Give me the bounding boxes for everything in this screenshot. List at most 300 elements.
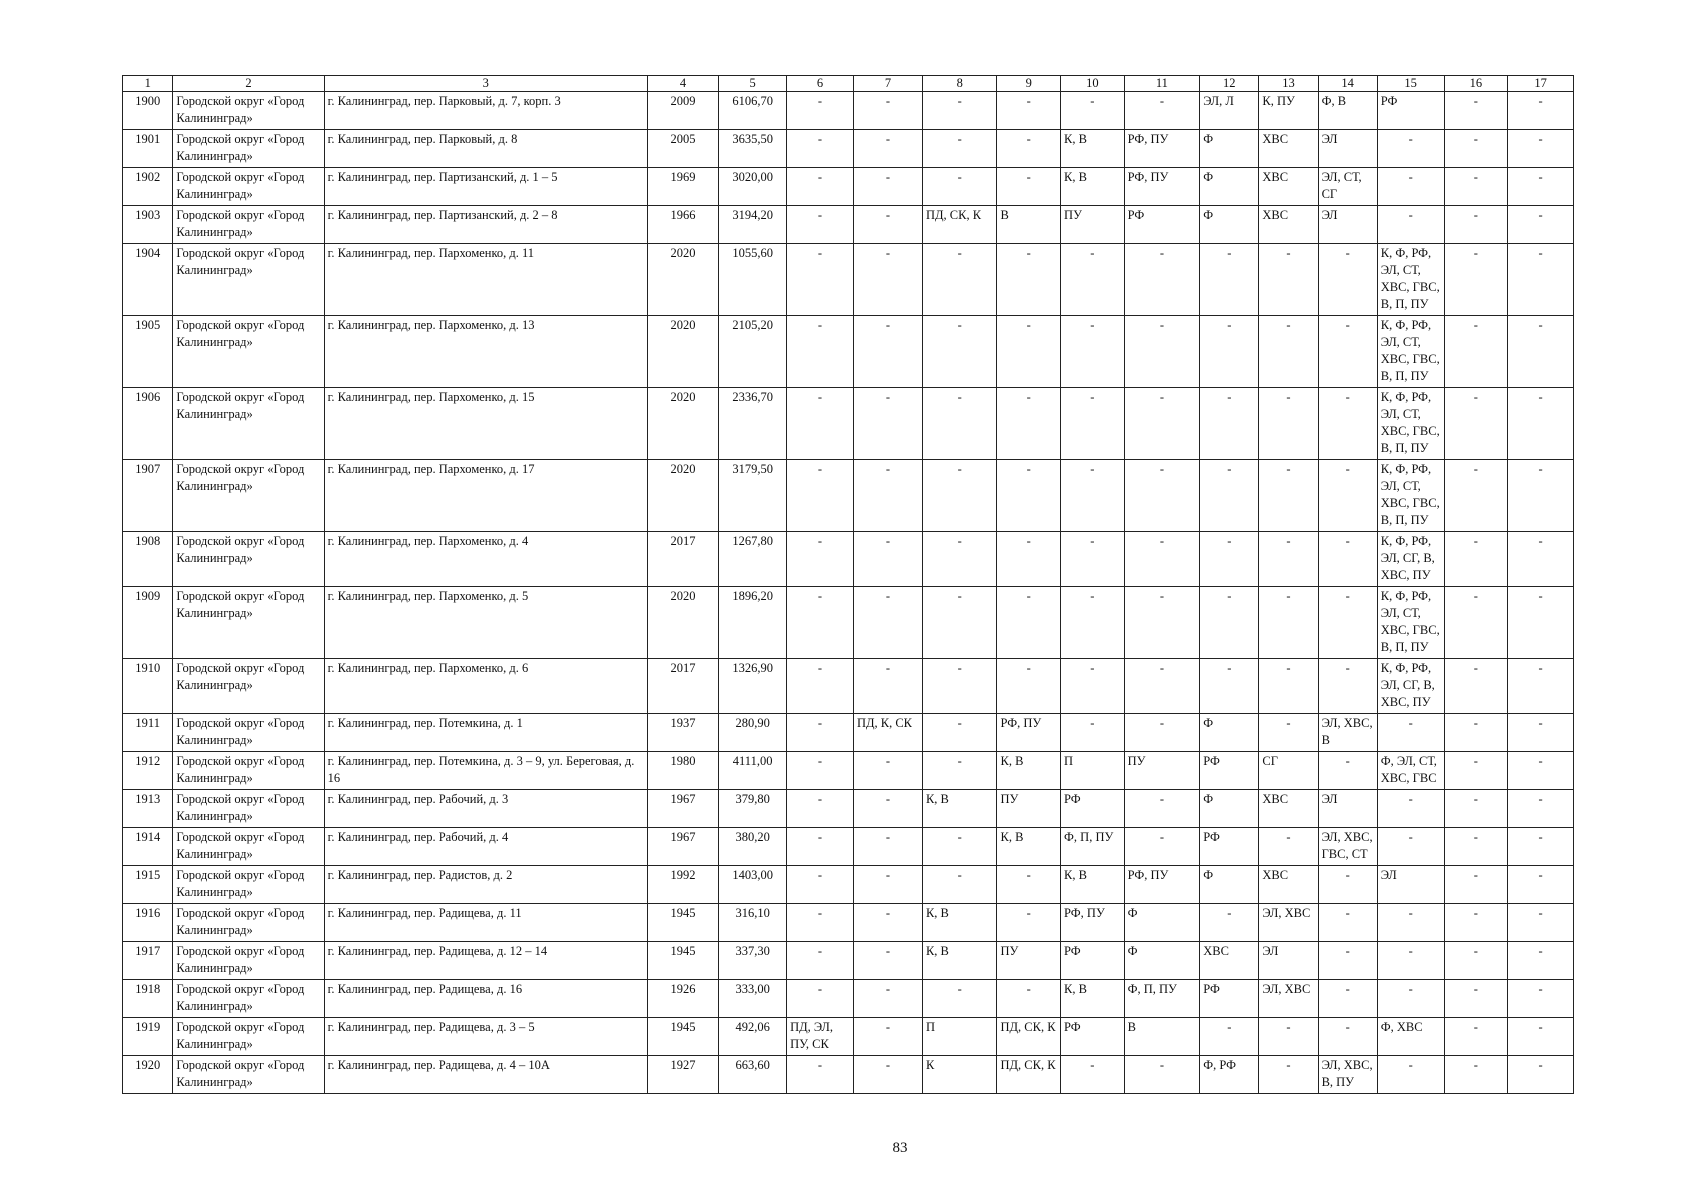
- cell-col-17: -: [1508, 587, 1574, 659]
- column-header-17: 17: [1508, 76, 1574, 92]
- cell-col-4: 2017: [647, 532, 718, 587]
- cell-col-10: -: [1061, 388, 1125, 460]
- cell-col-14: -: [1318, 980, 1377, 1018]
- cell-col-4: 2020: [647, 587, 718, 659]
- column-header-5: 5: [719, 76, 787, 92]
- cell-col-15: -: [1377, 790, 1444, 828]
- cell-col-1: 1909: [123, 587, 173, 659]
- cell-col-9: ПУ: [997, 790, 1061, 828]
- table-row: [123, 587, 1574, 659]
- cell-col-7: ПД, К, СК: [853, 714, 922, 752]
- cell-col-8: -: [922, 130, 997, 168]
- cell-col-7: -: [853, 244, 922, 316]
- cell-col-2: Городской округ «Город Калининград»: [173, 130, 324, 168]
- cell-col-15: -: [1377, 904, 1444, 942]
- table-header: [123, 76, 1574, 92]
- cell-col-9: В: [997, 206, 1061, 244]
- cell-col-2: Городской округ «Город Калининград»: [173, 532, 324, 587]
- cell-col-5: 492,06: [719, 1018, 787, 1056]
- cell-col-17: -: [1508, 714, 1574, 752]
- cell-col-1: 1919: [123, 1018, 173, 1056]
- cell-col-4: 1980: [647, 752, 718, 790]
- cell-col-2: Городской округ «Город Калининград»: [173, 244, 324, 316]
- cell-col-11: Ф: [1124, 904, 1200, 942]
- cell-col-10: К, В: [1061, 130, 1125, 168]
- cell-col-6: -: [787, 866, 854, 904]
- cell-col-14: -: [1318, 587, 1377, 659]
- cell-col-17: -: [1508, 1018, 1574, 1056]
- cell-col-17: -: [1508, 790, 1574, 828]
- cell-col-8: П: [922, 1018, 997, 1056]
- column-header-10: 10: [1061, 76, 1125, 92]
- cell-col-11: -: [1124, 92, 1200, 130]
- cell-col-8: -: [922, 587, 997, 659]
- cell-col-15: Ф, ХВС: [1377, 1018, 1444, 1056]
- cell-col-10: К, В: [1061, 866, 1125, 904]
- cell-col-13: ЭЛ, ХВС: [1259, 980, 1318, 1018]
- column-header-3: 3: [324, 76, 647, 92]
- cell-col-1: 1915: [123, 866, 173, 904]
- cell-col-1: 1911: [123, 714, 173, 752]
- cell-col-4: 1945: [647, 904, 718, 942]
- cell-col-12: РФ: [1200, 828, 1259, 866]
- cell-col-17: -: [1508, 942, 1574, 980]
- cell-col-15: К, Ф, РФ, ЭЛ, СТ, ХВС, ГВС, В, П, ПУ: [1377, 244, 1444, 316]
- cell-col-8: -: [922, 714, 997, 752]
- cell-col-17: -: [1508, 659, 1574, 714]
- cell-col-9: К, В: [997, 752, 1061, 790]
- cell-col-16: -: [1444, 659, 1508, 714]
- cell-col-12: РФ: [1200, 752, 1259, 790]
- cell-col-3: г. Калининград, пер. Радистов, д. 2: [324, 866, 647, 904]
- cell-col-3: г. Калининград, пер. Парковый, д. 8: [324, 130, 647, 168]
- table-row: [123, 714, 1574, 752]
- cell-col-2: Городской округ «Город Калининград»: [173, 980, 324, 1018]
- cell-col-4: 2020: [647, 244, 718, 316]
- cell-col-13: -: [1259, 244, 1318, 316]
- column-header-7: 7: [853, 76, 922, 92]
- cell-col-10: Ф, П, ПУ: [1061, 828, 1125, 866]
- page-number: 83: [892, 1140, 908, 1156]
- cell-col-13: -: [1259, 828, 1318, 866]
- cell-col-5: 1267,80: [719, 532, 787, 587]
- cell-col-2: Городской округ «Город Калининград»: [173, 168, 324, 206]
- table-row: [123, 130, 1574, 168]
- cell-col-6: -: [787, 388, 854, 460]
- cell-col-15: РФ: [1377, 92, 1444, 130]
- cell-col-17: -: [1508, 130, 1574, 168]
- column-header-6: 6: [787, 76, 854, 92]
- cell-col-11: -: [1124, 587, 1200, 659]
- cell-col-4: 2017: [647, 659, 718, 714]
- cell-col-6: -: [787, 904, 854, 942]
- cell-col-15: -: [1377, 714, 1444, 752]
- cell-col-5: 2105,20: [719, 316, 787, 388]
- cell-col-5: 3020,00: [719, 168, 787, 206]
- cell-col-7: -: [853, 587, 922, 659]
- cell-col-10: -: [1061, 244, 1125, 316]
- cell-col-11: -: [1124, 659, 1200, 714]
- cell-col-1: 1914: [123, 828, 173, 866]
- cell-col-17: -: [1508, 92, 1574, 130]
- cell-col-7: -: [853, 942, 922, 980]
- cell-col-3: г. Калининград, пер. Пархоменко, д. 15: [324, 388, 647, 460]
- cell-col-8: -: [922, 980, 997, 1018]
- table-row: [123, 942, 1574, 980]
- cell-col-14: -: [1318, 460, 1377, 532]
- cell-col-9: -: [997, 587, 1061, 659]
- cell-col-15: -: [1377, 828, 1444, 866]
- cell-col-8: К: [922, 1056, 997, 1094]
- cell-col-9: -: [997, 532, 1061, 587]
- cell-col-11: РФ: [1124, 206, 1200, 244]
- cell-col-3: г. Калининград, пер. Партизанский, д. 2 – 8: [324, 206, 647, 244]
- cell-col-15: -: [1377, 1056, 1444, 1094]
- cell-col-10: -: [1061, 587, 1125, 659]
- cell-col-5: 3194,20: [719, 206, 787, 244]
- cell-col-13: СГ: [1259, 752, 1318, 790]
- cell-col-8: К, В: [922, 942, 997, 980]
- cell-col-11: Ф: [1124, 942, 1200, 980]
- cell-col-9: РФ, ПУ: [997, 714, 1061, 752]
- cell-col-1: 1920: [123, 1056, 173, 1094]
- cell-col-4: 2009: [647, 92, 718, 130]
- cell-col-2: Городской округ «Город Калининград»: [173, 460, 324, 532]
- cell-col-3: г. Калининград, пер. Пархоменко, д. 5: [324, 587, 647, 659]
- cell-col-15: -: [1377, 980, 1444, 1018]
- cell-col-5: 337,30: [719, 942, 787, 980]
- cell-col-4: 1945: [647, 942, 718, 980]
- cell-col-1: 1910: [123, 659, 173, 714]
- column-header-9: 9: [997, 76, 1061, 92]
- cell-col-6: -: [787, 587, 854, 659]
- cell-col-12: -: [1200, 587, 1259, 659]
- cell-col-2: Городской округ «Город Калининград»: [173, 587, 324, 659]
- cell-col-8: -: [922, 828, 997, 866]
- column-header-8: 8: [922, 76, 997, 92]
- cell-col-1: 1916: [123, 904, 173, 942]
- cell-col-9: -: [997, 316, 1061, 388]
- cell-col-7: -: [853, 659, 922, 714]
- cell-col-5: 6106,70: [719, 92, 787, 130]
- cell-col-2: Городской округ «Город Калининград»: [173, 790, 324, 828]
- cell-col-17: -: [1508, 980, 1574, 1018]
- cell-col-3: г. Калининград, пер. Рабочий, д. 3: [324, 790, 647, 828]
- cell-col-12: -: [1200, 532, 1259, 587]
- cell-col-5: 379,80: [719, 790, 787, 828]
- cell-col-17: -: [1508, 168, 1574, 206]
- cell-col-7: -: [853, 206, 922, 244]
- column-header-1: 1: [123, 76, 173, 92]
- cell-col-4: 2020: [647, 388, 718, 460]
- cell-col-2: Городской округ «Город Калининград»: [173, 92, 324, 130]
- cell-col-17: -: [1508, 904, 1574, 942]
- cell-col-5: 4111,00: [719, 752, 787, 790]
- cell-col-9: ПД, СК, К: [997, 1018, 1061, 1056]
- cell-col-14: -: [1318, 866, 1377, 904]
- cell-col-3: г. Калининград, пер. Радищева, д. 12 – 14: [324, 942, 647, 980]
- cell-col-7: -: [853, 168, 922, 206]
- cell-col-6: -: [787, 942, 854, 980]
- cell-col-10: -: [1061, 92, 1125, 130]
- cell-col-4: 1926: [647, 980, 718, 1018]
- cell-col-12: Ф: [1200, 130, 1259, 168]
- column-header-4: 4: [647, 76, 718, 92]
- cell-col-6: -: [787, 752, 854, 790]
- cell-col-3: г. Калининград, пер. Пархоменко, д. 11: [324, 244, 647, 316]
- cell-col-3: г. Калининград, пер. Пархоменко, д. 4: [324, 532, 647, 587]
- cell-col-13: -: [1259, 1056, 1318, 1094]
- cell-col-1: 1918: [123, 980, 173, 1018]
- cell-col-1: 1907: [123, 460, 173, 532]
- table-row: [123, 790, 1574, 828]
- cell-col-13: ЭЛ: [1259, 942, 1318, 980]
- cell-col-7: -: [853, 790, 922, 828]
- cell-col-3: г. Калининград, пер. Радищева, д. 11: [324, 904, 647, 942]
- column-header-14: 14: [1318, 76, 1377, 92]
- cell-col-1: 1917: [123, 942, 173, 980]
- cell-col-3: г. Калининград, пер. Рабочий, д. 4: [324, 828, 647, 866]
- cell-col-14: -: [1318, 532, 1377, 587]
- cell-col-16: -: [1444, 244, 1508, 316]
- cell-col-8: -: [922, 388, 997, 460]
- register-table: [122, 75, 1574, 1094]
- cell-col-2: Городской округ «Город Калининград»: [173, 904, 324, 942]
- table-row: [123, 92, 1574, 130]
- cell-col-17: -: [1508, 752, 1574, 790]
- table-row: [123, 828, 1574, 866]
- column-header-2: 2: [173, 76, 324, 92]
- cell-col-14: -: [1318, 1018, 1377, 1056]
- table-row: [123, 904, 1574, 942]
- cell-col-17: -: [1508, 206, 1574, 244]
- cell-col-5: 2336,70: [719, 388, 787, 460]
- cell-col-16: -: [1444, 828, 1508, 866]
- cell-col-17: -: [1508, 244, 1574, 316]
- cell-col-8: -: [922, 244, 997, 316]
- cell-col-7: -: [853, 1018, 922, 1056]
- cell-col-13: ЭЛ, ХВС: [1259, 904, 1318, 942]
- cell-col-8: -: [922, 659, 997, 714]
- column-header-11: 11: [1124, 76, 1200, 92]
- cell-col-13: -: [1259, 460, 1318, 532]
- cell-col-3: г. Калининград, пер. Радищева, д. 16: [324, 980, 647, 1018]
- cell-col-9: -: [997, 866, 1061, 904]
- cell-col-1: 1906: [123, 388, 173, 460]
- cell-col-2: Городской округ «Город Калининград»: [173, 659, 324, 714]
- cell-col-14: ЭЛ: [1318, 790, 1377, 828]
- cell-col-2: Городской округ «Город Калининград»: [173, 752, 324, 790]
- cell-col-16: -: [1444, 714, 1508, 752]
- cell-col-15: К, Ф, РФ, ЭЛ, СТ, ХВС, ГВС, В, П, ПУ: [1377, 388, 1444, 460]
- table-row: [123, 316, 1574, 388]
- table-row: [123, 866, 1574, 904]
- cell-col-13: -: [1259, 532, 1318, 587]
- cell-col-5: 1403,00: [719, 866, 787, 904]
- cell-col-11: -: [1124, 388, 1200, 460]
- cell-col-15: К, Ф, РФ, ЭЛ, СТ, ХВС, ГВС, В, П, ПУ: [1377, 316, 1444, 388]
- cell-col-9: К, В: [997, 828, 1061, 866]
- cell-col-15: -: [1377, 206, 1444, 244]
- cell-col-9: -: [997, 980, 1061, 1018]
- cell-col-12: Ф: [1200, 206, 1259, 244]
- cell-col-13: ХВС: [1259, 130, 1318, 168]
- cell-col-3: г. Калининград, пер. Потемкина, д. 1: [324, 714, 647, 752]
- cell-col-8: -: [922, 92, 997, 130]
- cell-col-14: -: [1318, 942, 1377, 980]
- cell-col-14: -: [1318, 752, 1377, 790]
- cell-col-7: -: [853, 92, 922, 130]
- cell-col-9: -: [997, 244, 1061, 316]
- cell-col-10: К, В: [1061, 168, 1125, 206]
- cell-col-8: ПД, СК, К: [922, 206, 997, 244]
- cell-col-16: -: [1444, 752, 1508, 790]
- cell-col-15: ЭЛ: [1377, 866, 1444, 904]
- cell-col-12: Ф: [1200, 790, 1259, 828]
- cell-col-3: г. Калининград, пер. Пархоменко, д. 17: [324, 460, 647, 532]
- cell-col-14: ЭЛ, ХВС, ГВС, СТ: [1318, 828, 1377, 866]
- cell-col-12: Ф: [1200, 866, 1259, 904]
- cell-col-8: -: [922, 866, 997, 904]
- cell-col-6: -: [787, 790, 854, 828]
- cell-col-6: -: [787, 244, 854, 316]
- cell-col-16: -: [1444, 92, 1508, 130]
- cell-col-17: -: [1508, 388, 1574, 460]
- cell-col-6: -: [787, 532, 854, 587]
- cell-col-16: -: [1444, 587, 1508, 659]
- cell-col-6: ПД, ЭЛ, ПУ, СК: [787, 1018, 854, 1056]
- cell-col-10: РФ: [1061, 1018, 1125, 1056]
- cell-col-6: -: [787, 1056, 854, 1094]
- cell-col-7: -: [853, 1056, 922, 1094]
- cell-col-7: -: [853, 980, 922, 1018]
- cell-col-2: Городской округ «Город Калининград»: [173, 866, 324, 904]
- cell-col-13: ХВС: [1259, 206, 1318, 244]
- cell-col-14: ЭЛ, ХВС, В: [1318, 714, 1377, 752]
- cell-col-14: -: [1318, 244, 1377, 316]
- cell-col-10: ПУ: [1061, 206, 1125, 244]
- cell-col-6: -: [787, 206, 854, 244]
- cell-col-9: -: [997, 92, 1061, 130]
- cell-col-7: -: [853, 388, 922, 460]
- cell-col-13: -: [1259, 316, 1318, 388]
- cell-col-8: -: [922, 752, 997, 790]
- table-row: [123, 532, 1574, 587]
- table-row: [123, 460, 1574, 532]
- cell-col-11: -: [1124, 244, 1200, 316]
- cell-col-15: К, Ф, РФ, ЭЛ, СГ, В, ХВС, ПУ: [1377, 659, 1444, 714]
- table-row: [123, 980, 1574, 1018]
- cell-col-10: -: [1061, 532, 1125, 587]
- cell-col-7: -: [853, 316, 922, 388]
- cell-col-7: -: [853, 828, 922, 866]
- cell-col-15: -: [1377, 942, 1444, 980]
- cell-col-7: -: [853, 130, 922, 168]
- cell-col-5: 1055,60: [719, 244, 787, 316]
- cell-col-6: -: [787, 316, 854, 388]
- cell-col-11: -: [1124, 828, 1200, 866]
- cell-col-1: 1913: [123, 790, 173, 828]
- cell-col-4: 1927: [647, 1056, 718, 1094]
- cell-col-10: РФ: [1061, 790, 1125, 828]
- cell-col-12: -: [1200, 1018, 1259, 1056]
- cell-col-16: -: [1444, 1056, 1508, 1094]
- cell-col-12: Ф, РФ: [1200, 1056, 1259, 1094]
- cell-col-3: г. Калининград, пер. Пархоменко, д. 6: [324, 659, 647, 714]
- table-row: [123, 168, 1574, 206]
- cell-col-10: РФ: [1061, 942, 1125, 980]
- cell-col-4: 2020: [647, 460, 718, 532]
- column-header-13: 13: [1259, 76, 1318, 92]
- cell-col-11: -: [1124, 790, 1200, 828]
- cell-col-16: -: [1444, 866, 1508, 904]
- cell-col-13: -: [1259, 659, 1318, 714]
- cell-col-1: 1903: [123, 206, 173, 244]
- cell-col-4: 1992: [647, 866, 718, 904]
- cell-col-2: Городской округ «Город Калининград»: [173, 206, 324, 244]
- cell-col-4: 1937: [647, 714, 718, 752]
- cell-col-14: ЭЛ: [1318, 206, 1377, 244]
- cell-col-6: -: [787, 168, 854, 206]
- cell-col-1: 1902: [123, 168, 173, 206]
- table-row: [123, 206, 1574, 244]
- cell-col-3: г. Калининград, пер. Потемкина, д. 3 – 9, ул. Береговая, д. 16: [324, 752, 647, 790]
- cell-col-4: 1969: [647, 168, 718, 206]
- cell-col-9: ПУ: [997, 942, 1061, 980]
- cell-col-12: -: [1200, 316, 1259, 388]
- cell-col-13: ХВС: [1259, 866, 1318, 904]
- cell-col-12: ХВС: [1200, 942, 1259, 980]
- cell-col-13: -: [1259, 388, 1318, 460]
- cell-col-2: Городской округ «Город Калининград»: [173, 828, 324, 866]
- cell-col-14: ЭЛ, СТ, СГ: [1318, 168, 1377, 206]
- cell-col-2: Городской округ «Город Калининград»: [173, 714, 324, 752]
- cell-col-11: -: [1124, 532, 1200, 587]
- cell-col-15: Ф, ЭЛ, СТ, ХВС, ГВС: [1377, 752, 1444, 790]
- cell-col-6: -: [787, 714, 854, 752]
- table-row: [123, 1056, 1574, 1094]
- cell-col-4: 2005: [647, 130, 718, 168]
- cell-col-2: Городской округ «Город Калининград»: [173, 388, 324, 460]
- cell-col-2: Городской округ «Город Калининград»: [173, 942, 324, 980]
- cell-col-7: -: [853, 460, 922, 532]
- cell-col-12: -: [1200, 659, 1259, 714]
- cell-col-3: г. Калининград, пер. Партизанский, д. 1 – 5: [324, 168, 647, 206]
- cell-col-1: 1901: [123, 130, 173, 168]
- cell-col-10: К, В: [1061, 980, 1125, 1018]
- table-row: [123, 1018, 1574, 1056]
- cell-col-11: Ф, П, ПУ: [1124, 980, 1200, 1018]
- cell-col-5: 316,10: [719, 904, 787, 942]
- cell-col-13: ХВС: [1259, 168, 1318, 206]
- cell-col-5: 1896,20: [719, 587, 787, 659]
- table-row: [123, 244, 1574, 316]
- cell-col-16: -: [1444, 980, 1508, 1018]
- cell-col-16: -: [1444, 316, 1508, 388]
- cell-col-12: Ф: [1200, 714, 1259, 752]
- cell-col-8: К, В: [922, 790, 997, 828]
- cell-col-4: 1967: [647, 828, 718, 866]
- cell-col-14: -: [1318, 904, 1377, 942]
- column-header-16: 16: [1444, 76, 1508, 92]
- cell-col-12: -: [1200, 460, 1259, 532]
- column-header-12: 12: [1200, 76, 1259, 92]
- cell-col-5: 3635,50: [719, 130, 787, 168]
- cell-col-4: 2020: [647, 316, 718, 388]
- cell-col-12: РФ: [1200, 980, 1259, 1018]
- cell-col-6: -: [787, 130, 854, 168]
- cell-col-3: г. Калининград, пер. Радищева, д. 4 – 10А: [324, 1056, 647, 1094]
